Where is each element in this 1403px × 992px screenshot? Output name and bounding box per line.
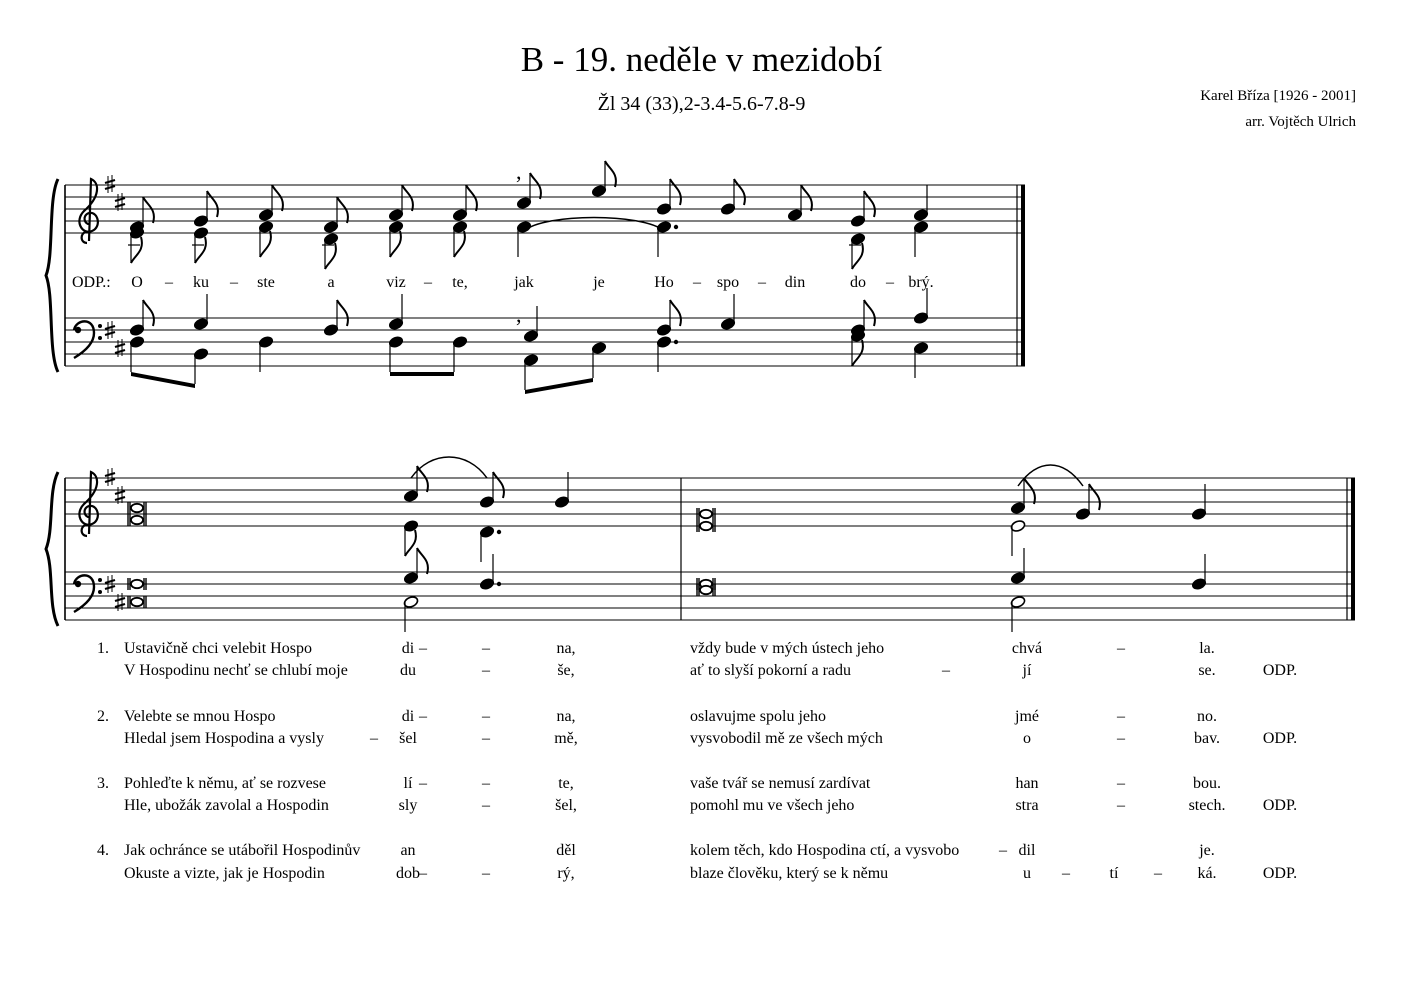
note-flag bbox=[337, 300, 348, 326]
note-flag bbox=[852, 340, 863, 366]
note-flag bbox=[466, 185, 477, 211]
verse-text: pomohl mu ve všech jeho bbox=[690, 797, 855, 814]
verse-hyphen: – bbox=[419, 640, 427, 657]
verse-text: Ustavičně chci velebit Hospo bbox=[124, 640, 312, 657]
verse-syllable: se. bbox=[1198, 662, 1216, 679]
response-hyphen: – bbox=[886, 274, 894, 291]
breve-note bbox=[131, 504, 143, 512]
note-flag bbox=[143, 197, 154, 223]
verse-syllable: tí bbox=[1109, 865, 1119, 882]
note-flag bbox=[131, 237, 142, 263]
breath-mark: , bbox=[516, 159, 522, 184]
note-flag bbox=[402, 185, 413, 211]
verse-text: V Hospodinu nechť se chlubí moje bbox=[124, 662, 348, 679]
response-syllable: din bbox=[784, 274, 806, 291]
bass-clef-dot bbox=[98, 590, 102, 594]
note-flag bbox=[852, 243, 863, 269]
verse-hyphen: – bbox=[370, 730, 378, 747]
beam bbox=[390, 372, 454, 376]
response-syllable: viz bbox=[386, 274, 406, 291]
response-cue: ODP. bbox=[1262, 865, 1298, 882]
note-flag bbox=[530, 173, 541, 199]
response-syllable: jak bbox=[514, 274, 534, 291]
response-syllable: spo bbox=[716, 274, 740, 291]
page-title: B - 19. neděle v mezidobí bbox=[520, 40, 883, 79]
sharp bbox=[115, 350, 125, 353]
verse-text: kolem těch, kdo Hospodina ctí, a vysvobo bbox=[690, 842, 960, 859]
verse-hyphen: – bbox=[1062, 865, 1070, 882]
note-flag bbox=[325, 243, 336, 269]
note-flag bbox=[864, 191, 875, 217]
breath-mark: , bbox=[516, 302, 522, 327]
response-hyphen: – bbox=[230, 274, 238, 291]
note-flag bbox=[493, 472, 504, 498]
sharp bbox=[115, 598, 125, 601]
verse-text: Velebte se mnou Hospo bbox=[124, 708, 276, 725]
note-flag bbox=[454, 231, 465, 257]
verse-hyphen: – bbox=[1117, 640, 1125, 657]
verse-syllable: mě, bbox=[554, 730, 578, 747]
verse-syllable: dob bbox=[396, 865, 420, 882]
verse-hyphen: – bbox=[419, 708, 427, 725]
verse-syllable: lí bbox=[403, 775, 413, 792]
verse-number: 3. bbox=[97, 775, 109, 792]
verse-hyphen: – bbox=[1117, 775, 1125, 792]
verse-syllable: chvá bbox=[1011, 640, 1043, 657]
verse-hyphen: – bbox=[482, 730, 490, 747]
note-flag bbox=[1089, 484, 1100, 510]
sharp bbox=[105, 586, 115, 589]
response-hyphen: – bbox=[424, 274, 432, 291]
verse-text: ať to slyší pokorní a radu bbox=[690, 662, 852, 679]
beam bbox=[525, 378, 593, 394]
verse-syllable: šel, bbox=[555, 797, 577, 814]
response-syllable: Ho bbox=[654, 274, 674, 291]
verse-syllable: la. bbox=[1199, 640, 1215, 657]
verse-hyphen: – bbox=[482, 640, 490, 657]
verse-hyphen: – bbox=[999, 842, 1007, 859]
bass-clef bbox=[74, 321, 94, 358]
system-brace bbox=[46, 179, 58, 372]
verse-syllable: bav. bbox=[1193, 730, 1221, 747]
response-hyphen: – bbox=[693, 274, 701, 291]
verse-hyphen: – bbox=[482, 708, 490, 725]
verse-hyphen: – bbox=[419, 775, 427, 792]
response-syllable: brý. bbox=[908, 274, 934, 291]
verse-hyphen: – bbox=[482, 797, 490, 814]
bass-clef-dot bbox=[98, 336, 102, 340]
note-flag bbox=[195, 237, 206, 263]
verse-text: Pohleďte k němu, ať se rozvese bbox=[124, 775, 327, 792]
breve-note bbox=[700, 586, 712, 594]
breve-note bbox=[700, 522, 712, 530]
verse-syllable: han bbox=[1015, 775, 1039, 792]
note-flag bbox=[272, 185, 283, 211]
bass-clef-dot bbox=[75, 581, 81, 587]
response-syllable: te, bbox=[452, 274, 468, 291]
verse-syllable: an bbox=[400, 842, 416, 859]
verse-number: 4. bbox=[97, 842, 109, 859]
sharp bbox=[105, 479, 115, 482]
response-cue: ODP. bbox=[1262, 730, 1298, 747]
bass-clef-dot bbox=[75, 327, 81, 333]
slur bbox=[524, 218, 664, 232]
dot bbox=[497, 582, 501, 586]
verse-syllable: du bbox=[400, 662, 416, 679]
dot bbox=[674, 225, 678, 229]
note-flag bbox=[670, 300, 681, 326]
response-syllable: O bbox=[131, 274, 143, 291]
breve-note bbox=[131, 580, 143, 588]
note-flag bbox=[801, 185, 812, 211]
response-label: ODP.: bbox=[72, 274, 111, 291]
verse-text: vaše tvář se nemusí zardívat bbox=[690, 775, 871, 792]
response-hyphen: – bbox=[758, 274, 766, 291]
bass-clef-dot bbox=[98, 324, 102, 328]
response-syllable: ku bbox=[193, 274, 209, 291]
sharp bbox=[115, 204, 125, 207]
verse-syllable: di bbox=[401, 640, 415, 657]
verse-number: 2. bbox=[97, 708, 109, 725]
verse-hyphen: – bbox=[419, 865, 427, 882]
verse-hyphen: – bbox=[482, 865, 490, 882]
sharp bbox=[115, 198, 125, 201]
bass-clef-dot bbox=[98, 578, 102, 582]
verse-syllable: no. bbox=[1197, 708, 1217, 725]
verse-syllable: na, bbox=[556, 640, 576, 657]
response-syllable: do bbox=[850, 274, 866, 291]
verse-syllable: děl bbox=[556, 842, 576, 859]
sharp bbox=[105, 473, 115, 476]
verse-text: Hle, ubožák zavolal a Hospodin bbox=[124, 797, 329, 814]
system-brace bbox=[46, 472, 58, 626]
verse-syllable: šel bbox=[399, 730, 417, 747]
verse-syllable: stra bbox=[1015, 797, 1039, 814]
sharp bbox=[105, 326, 115, 329]
response-syllable: je bbox=[593, 274, 605, 291]
verse-hyphen: – bbox=[1117, 730, 1125, 747]
beam bbox=[131, 372, 195, 388]
verse-text: Okuste a vizte, jak je Hospodin bbox=[124, 865, 325, 882]
note-flag bbox=[734, 179, 745, 205]
verse-hyphen: – bbox=[482, 775, 490, 792]
verse-syllable: stech. bbox=[1188, 797, 1226, 814]
note-flag bbox=[1024, 478, 1035, 504]
sharp bbox=[115, 497, 125, 500]
verse-syllable: rý, bbox=[557, 865, 575, 882]
note-flag bbox=[405, 530, 416, 556]
dot bbox=[497, 530, 501, 534]
sharp bbox=[105, 180, 115, 183]
psalm-reference: Žl 34 (33),2-3.4-5.6-7.8-9 bbox=[597, 93, 806, 115]
note-flag bbox=[260, 231, 271, 257]
sharp bbox=[105, 580, 115, 583]
note-flag bbox=[207, 191, 218, 217]
sharp bbox=[115, 344, 125, 347]
note-flag bbox=[390, 231, 401, 257]
verse-syllable: dil bbox=[1018, 842, 1036, 859]
verse-syllable: jí bbox=[1022, 662, 1032, 679]
verse-text: vysvobodil mě ze všech mých bbox=[690, 730, 883, 747]
verse-syllable: bou. bbox=[1193, 775, 1221, 792]
response-cue: ODP. bbox=[1262, 662, 1298, 679]
verse-number: 1. bbox=[97, 640, 109, 657]
sharp bbox=[115, 604, 125, 607]
response-hyphen: – bbox=[165, 274, 173, 291]
note-flag bbox=[417, 548, 428, 574]
sharp bbox=[105, 186, 115, 189]
note-flag bbox=[143, 300, 154, 326]
verse-syllable: te, bbox=[558, 775, 574, 792]
verse-syllable: sly bbox=[398, 797, 418, 814]
verse-syllable: u bbox=[1023, 865, 1031, 882]
verse-text: oslavujme spolu jeho bbox=[690, 708, 826, 725]
note-flag bbox=[864, 300, 875, 326]
sharp bbox=[105, 332, 115, 335]
verse-text: blaze člověku, který se k němu bbox=[690, 865, 889, 882]
dot bbox=[674, 340, 678, 344]
verse-hyphen: – bbox=[942, 662, 950, 679]
verse-text: vždy bude v mých ústech jeho bbox=[690, 640, 885, 657]
response-cue: ODP. bbox=[1262, 797, 1298, 814]
verse-hyphen: – bbox=[1117, 797, 1125, 814]
arranger-credit: arr. Vojtěch Ulrich bbox=[1245, 114, 1356, 130]
breve-note bbox=[131, 516, 143, 524]
verse-hyphen: – bbox=[1154, 865, 1162, 882]
verse-hyphen: – bbox=[1117, 708, 1125, 725]
verse-text: Jak ochránce se utábořil Hospodinův bbox=[124, 842, 361, 859]
verse-syllable: na, bbox=[556, 708, 576, 725]
bass-clef bbox=[74, 575, 94, 612]
note-flag bbox=[670, 179, 681, 205]
verse-syllable: je. bbox=[1199, 842, 1215, 859]
note-flag bbox=[337, 197, 348, 223]
note-flag bbox=[605, 161, 616, 187]
response-syllable: ste bbox=[257, 274, 275, 291]
sharp bbox=[115, 491, 125, 494]
verse-hyphen: – bbox=[482, 662, 490, 679]
breve-note bbox=[700, 510, 712, 518]
verse-syllable: jmé bbox=[1015, 708, 1039, 725]
verse-syllable: ká. bbox=[1197, 865, 1217, 882]
verse-syllable: o bbox=[1023, 730, 1031, 747]
response-syllable: a bbox=[327, 274, 335, 291]
verse-text: Hledal jsem Hospodina a vysly bbox=[124, 730, 324, 747]
verse-syllable: še, bbox=[557, 662, 575, 679]
verse-syllable: di bbox=[401, 708, 415, 725]
composer-credit: Karel Bříza [1926 - 2001] bbox=[1200, 88, 1356, 104]
breve-note bbox=[131, 598, 143, 606]
